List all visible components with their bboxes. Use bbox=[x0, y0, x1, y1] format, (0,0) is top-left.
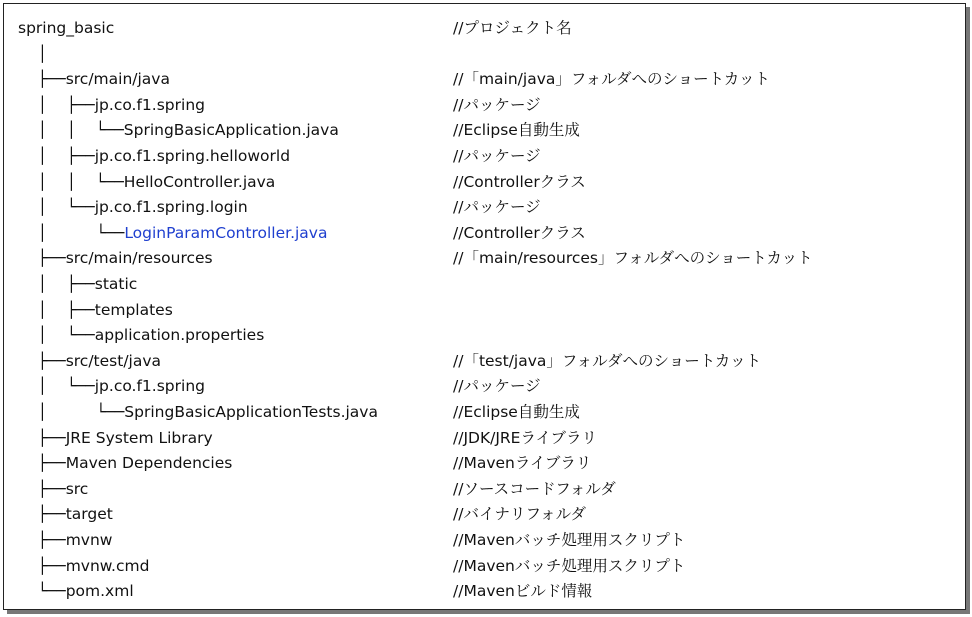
tree-comment: //ソースコードフォルダ bbox=[453, 479, 616, 498]
tree-entry: ├──Maven Dependencies bbox=[18, 454, 233, 473]
tree-entry: ├──src/test/java bbox=[18, 351, 162, 370]
tree-comment: //バイナリフォルダ bbox=[453, 505, 587, 524]
tree-comment: //JDK/JREライブラリ bbox=[453, 428, 598, 447]
tree-comment: //パッケージ bbox=[453, 147, 541, 165]
tree-comment: //「main/resources」フォルダへのショートカット bbox=[453, 249, 813, 268]
tree-entry: │ └──LoginParamController.java bbox=[18, 223, 328, 242]
tree-entry: ├──src/main/resources bbox=[18, 249, 213, 268]
highlighted-file-name: LoginParamController.java bbox=[124, 223, 328, 242]
tree-comment: //Mavenバッチ処理用スクリプト bbox=[453, 531, 686, 549]
tree-entry: │ │ └──SpringBasicApplication.java bbox=[18, 121, 339, 140]
tree-entry: ├──mvnw bbox=[18, 531, 113, 549]
tree-entry: │ └──jp.co.f1.spring bbox=[18, 377, 205, 396]
tree-comment: //Eclipse自動生成 bbox=[453, 121, 580, 140]
tree-comment: //パッケージ bbox=[453, 377, 541, 396]
tree-entry: │ ├──templates bbox=[18, 300, 173, 319]
tree-entry: └──pom.xml bbox=[18, 582, 134, 601]
tree-entry: │ └──jp.co.f1.spring.login bbox=[18, 198, 248, 217]
tree-entry: │ └──application.properties bbox=[18, 326, 265, 345]
tree-entry: │ ├──jp.co.f1.spring bbox=[18, 95, 205, 114]
tree-comment: //Eclipse自動生成 bbox=[453, 403, 580, 421]
tree-entry: ├──mvnw.cmd bbox=[18, 556, 150, 575]
tree-entry: ├──src bbox=[18, 479, 89, 498]
tree-comment: //Mavenライブラリ bbox=[453, 454, 592, 473]
tree-entry: │ │ └──HelloController.java bbox=[18, 172, 276, 191]
tree-entry: │ └──SpringBasicApplicationTests.java bbox=[18, 403, 378, 421]
tree-entry: │ bbox=[18, 44, 48, 63]
project-structure-panel bbox=[3, 3, 966, 610]
tree-comment: //パッケージ bbox=[453, 95, 541, 114]
tree-comment: //パッケージ bbox=[453, 198, 541, 217]
tree-comment: //「main/java」フォルダへのショートカット bbox=[453, 70, 771, 89]
tree-comment: //Controllerクラス bbox=[453, 223, 586, 242]
tree-comment: //Mavenビルド情報 bbox=[453, 582, 593, 601]
tree-entry: ├──src/main/java bbox=[18, 70, 170, 89]
tree-entry: ├──target bbox=[18, 505, 113, 524]
tree-comment: //Controllerクラス bbox=[453, 172, 586, 191]
tree-entry: ├──JRE System Library bbox=[18, 428, 213, 447]
tree-comment: //「test/java」フォルダへのショートカット bbox=[453, 351, 762, 370]
tree-entry: spring_basic bbox=[18, 19, 115, 37]
tree-entry: │ ├──static bbox=[18, 275, 138, 293]
tree-comment: //Mavenバッチ処理用スクリプト bbox=[453, 556, 686, 575]
tree-comment: //プロジェクト名 bbox=[453, 19, 572, 37]
tree-entry: │ ├──jp.co.f1.spring.helloworld bbox=[18, 147, 291, 165]
